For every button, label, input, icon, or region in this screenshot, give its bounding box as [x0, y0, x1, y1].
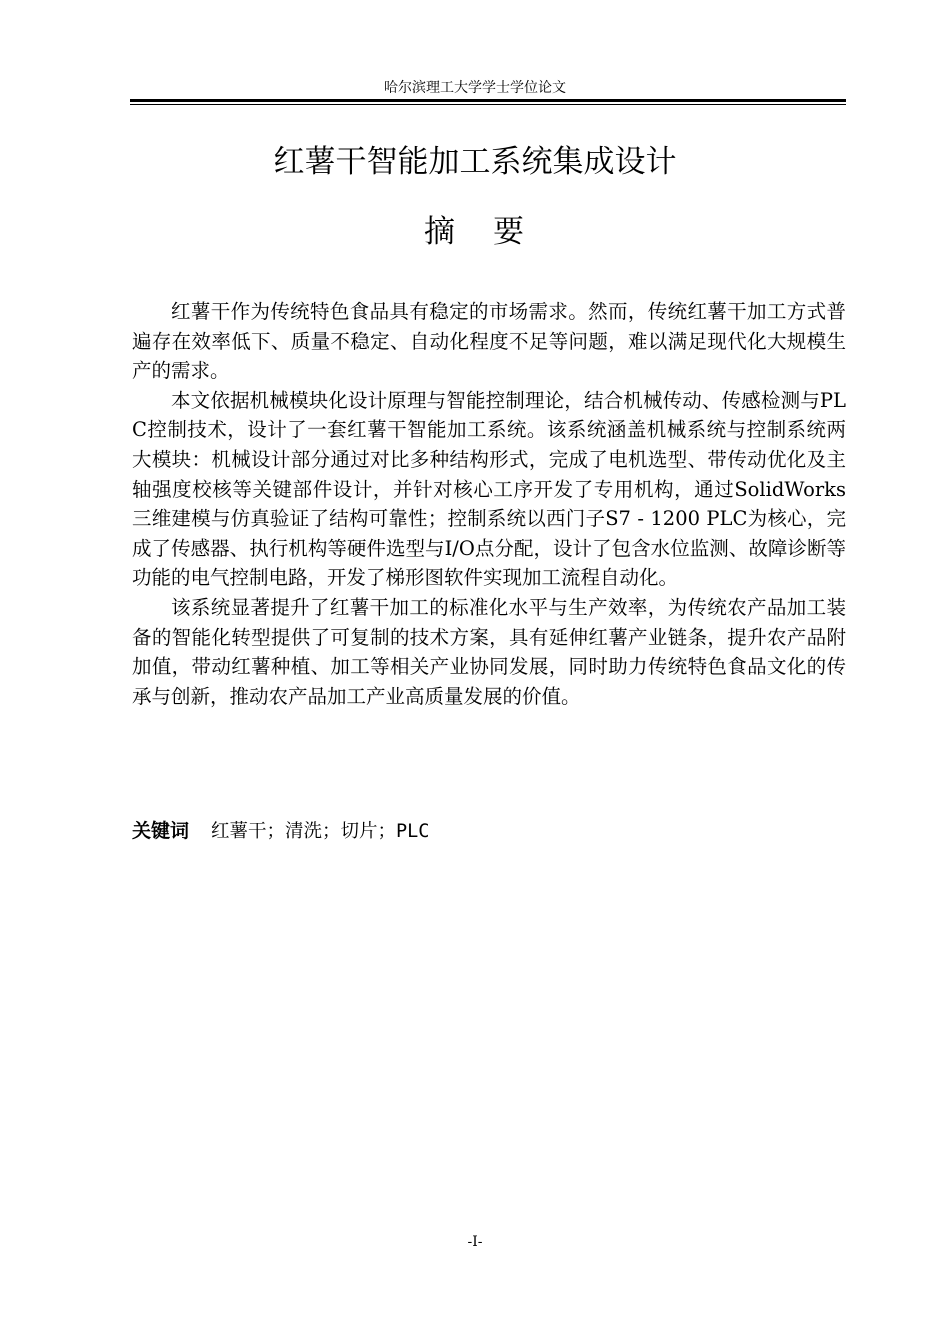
keywords-line [132, 817, 429, 846]
keywords-value: 红薯干；清洗；切片；PLC [211, 821, 430, 842]
abstract-heading-char-2: 要 [493, 214, 526, 250]
abstract-paragraph-3: 该系统显著提升了红薯干加工的标准化水平与生产效率，为传统农产品加工装备的智能化转型提供了可复制的技术方案，具有延伸红薯产业链条，提升农产品附加值，带动红薯种植、加工等相关产业协同发展，同时助力传统特色食品文化的传承与创新，推动农产品加工产业高质量发展的价值。 [132, 595, 846, 708]
header-rule-thin [130, 104, 846, 105]
running-header: 哈尔滨理工大学学士学位论文 [384, 80, 566, 96]
thesis-title: 红薯干智能加工系统集成设计 [273, 144, 677, 180]
abstract-paragraph-1: 红薯干作为传统特色食品具有稳定的市场需求。然而，传统红薯干加工方式普遍存在效率低下、质量不稳定、自动化程度不足等问题，难以满足现代化大规模生产的需求。 [132, 300, 846, 383]
abstract-heading [0, 210, 950, 254]
header-rule-thick [130, 99, 846, 102]
keywords-label: 关键词 [132, 820, 190, 842]
abstract-paragraph-2: 本文依据机械模块化设计原理与智能控制理论，结合机械传动、传感检测与PLC控制技术，设计了一套红薯干智能加工系统。该系统涵盖机械系统与控制系统两大模块：机械设计部分通过对比多种结构形式，完成了电机选型、带传动优化及主轴强度校核等关键部件设计，并针对核心工序开发了专用机构，通过SolidWorks三维建模与仿真验证了结构可靠性；控制系统以西门子S7 - 1200 PLC为核心，完成了传感器、执行机构等硬件选型与I/O点分配，设计了包含水位监测、故障诊断等功能的电气控制电路，开发了梯形图软件实现加工流程自动化。 [132, 388, 846, 590]
page-number: -I- [467, 1234, 483, 1250]
abstract-heading-char-1: 摘 [424, 214, 457, 250]
abstract-body [132, 297, 846, 711]
